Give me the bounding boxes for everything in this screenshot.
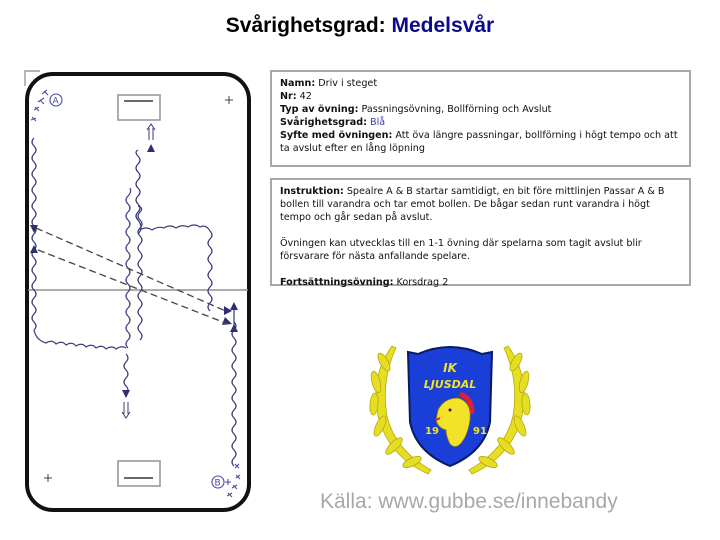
nr-value: 42 [299, 91, 312, 102]
svg-text:B: B [214, 478, 221, 489]
difficulty-heading-label: Svårighetsgrad: [225, 14, 386, 37]
logo-year-left: 19 [425, 426, 439, 437]
extension-text: Övningen kan utvecklas till en 1-1 övning där spelarna som tagit avslut blir försvarare för nästa anfallande spelare. [280, 238, 642, 262]
page-title [0, 14, 720, 38]
purpose-value: Att öva längre passningar, bollförning i högt tempo och att ta avslut efter en lång löpning [280, 130, 678, 154]
logo-year-right: 91 [473, 426, 487, 437]
continuation-value: Korsdrag 2 [396, 277, 449, 288]
svg-text:A: A [52, 96, 59, 107]
type-label: Typ av övning: [280, 104, 359, 115]
continuation-label: Fortsättningsövning: [280, 277, 394, 288]
name-value: Driv i steget [318, 78, 378, 89]
drill-info-box [270, 70, 691, 167]
club-logo [352, 332, 548, 478]
rink-boundary [27, 74, 249, 510]
difficulty-label: Svårighetsgrad: [280, 117, 367, 128]
nr-label: Nr: [280, 91, 297, 102]
difficulty-heading-value: Medelsvår [391, 14, 495, 37]
instruction-text: Spealre A & B startar samtidigt, en bit före mittlinjen Passar A & B bollen till varandra och tar emot bollen. De bågar sedan runt varandra i högt tempo och går sedan på avslut. [280, 186, 665, 223]
difficulty-value: Blå [370, 117, 386, 128]
logo-text-ik: IK [443, 361, 457, 375]
instructions-box [270, 178, 691, 286]
name-label: Namn: [280, 78, 316, 89]
instruction-label: Instruktion: [280, 186, 344, 197]
purpose-label: Syfte med övningen: [280, 130, 393, 141]
type-value: Passningsövning, Bollförning och Avslut [361, 104, 552, 115]
drill-diagram [22, 68, 254, 516]
source-credit: Källa: www.gubbe.se/innebandy [320, 490, 618, 513]
logo-text-ljusdal: LJUSDAL [423, 378, 477, 391]
